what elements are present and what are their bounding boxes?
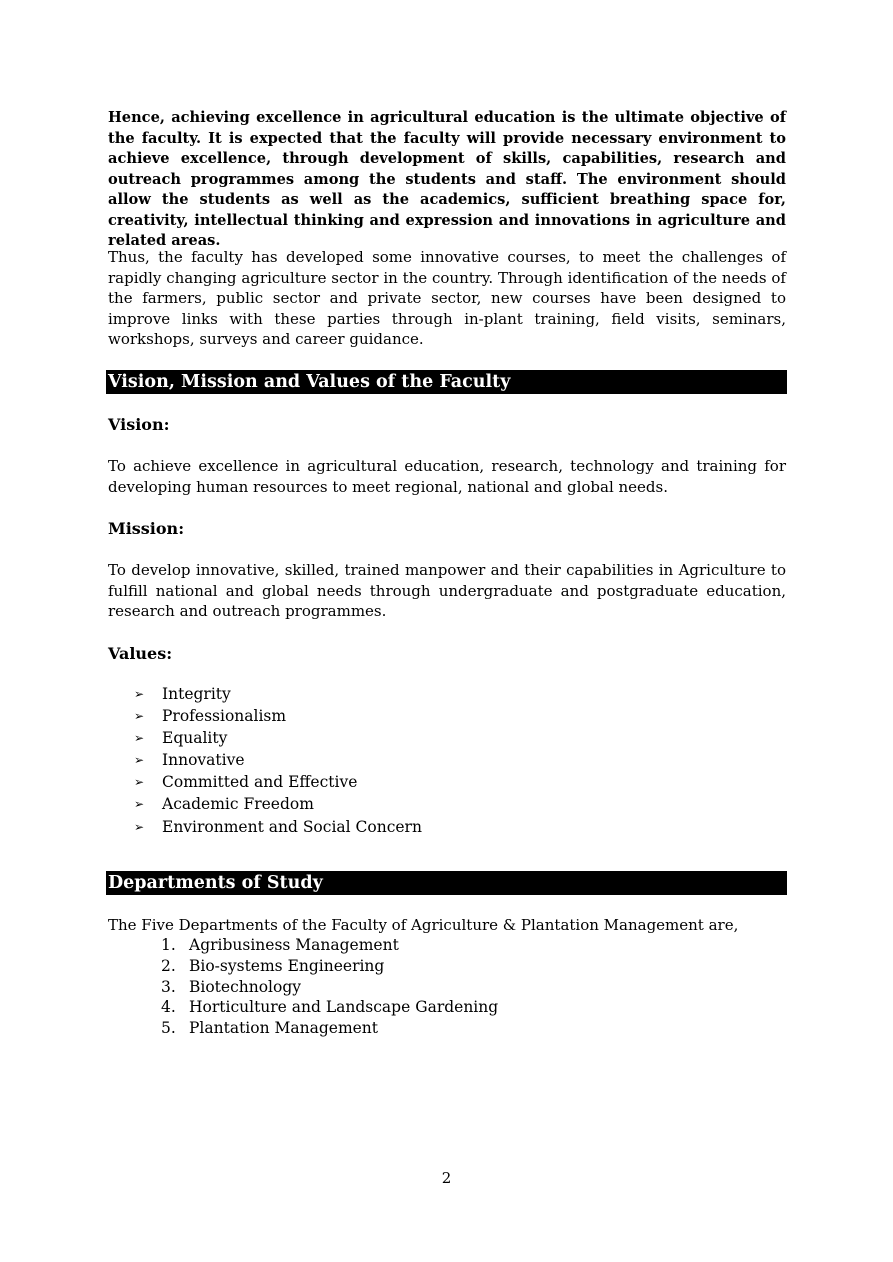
vision-mission-values-heading: Vision, Mission and Values of the Faculty bbox=[106, 370, 787, 394]
mission-label: Mission: bbox=[108, 519, 185, 538]
value-label: Academic Freedom bbox=[162, 795, 314, 814]
vision-label: Vision: bbox=[108, 415, 170, 434]
list-item bbox=[134, 683, 422, 705]
departments-intro: The Five Departments of the Faculty of Agriculture & Plantation Management are, bbox=[108, 916, 739, 934]
arrow-bullet-icon: ➢ bbox=[134, 709, 145, 724]
department-name: Biotechnology bbox=[189, 977, 302, 996]
intro-bold-paragraph: Hence, achieving excellence in agricultural education is the ultimate objective of the faculty. It is expected that the faculty will provide necessary environment to achieve excellence, through development of skills, capabilities, research and outreach programmes among the students and staff. The environment should allow the students as well as the academics, sufficient breathing space for, creativity, intellectual thinking and expression and innovations in agriculture and related areas. bbox=[108, 109, 786, 249]
arrow-bullet-icon: ➢ bbox=[134, 819, 145, 834]
value-label: Professionalism bbox=[162, 707, 287, 726]
list-item bbox=[161, 977, 498, 998]
value-label: Environment and Social Concern bbox=[162, 817, 422, 836]
list-item bbox=[134, 816, 422, 838]
values-label: Values: bbox=[108, 644, 173, 663]
arrow-bullet-icon: ➢ bbox=[134, 687, 145, 701]
arrow-bullet-icon: ➢ bbox=[134, 775, 145, 790]
item-number: 2. bbox=[161, 956, 176, 975]
item-number: 5. bbox=[161, 1019, 176, 1038]
page-number: 2 bbox=[441, 1169, 452, 1187]
arrow-bullet-icon: ➢ bbox=[134, 797, 145, 812]
department-name: Plantation Management bbox=[189, 1019, 379, 1038]
item-number: 1. bbox=[161, 936, 176, 954]
departments-heading: Departments of Study bbox=[106, 871, 787, 895]
value-label: Innovative bbox=[162, 751, 245, 770]
list-item bbox=[134, 793, 422, 815]
item-number: 3. bbox=[161, 977, 176, 996]
list-item bbox=[161, 1018, 498, 1039]
department-name: Horticulture and Landscape Gardening bbox=[189, 998, 499, 1017]
value-label: Committed and Effective bbox=[162, 773, 358, 792]
arrow-bullet-icon: ➢ bbox=[134, 753, 145, 768]
departments-list bbox=[161, 935, 498, 1039]
mission-text: To develop innovative, skilled, trained manpower and their capabilities in Agriculture to fulfill national and global needs through undergraduate and postgraduate education, research and outreach programmes. bbox=[108, 561, 786, 620]
values-list bbox=[134, 683, 422, 838]
list-item bbox=[161, 956, 498, 977]
arrow-bullet-icon: ➢ bbox=[134, 731, 145, 746]
list-item bbox=[134, 705, 422, 727]
department-name: Bio-systems Engineering bbox=[189, 956, 385, 975]
list-item bbox=[134, 727, 422, 749]
value-label: Integrity bbox=[162, 685, 231, 703]
value-label: Equality bbox=[162, 729, 228, 748]
intro-paragraph: Thus, the faculty has developed some innovative courses, to meet the challenges of rapidly changing agriculture sector in the country. Through identification of the needs of the farmers, public sector and private sector, new courses have been designed to improve links with these parties through in-plant training, field visits, seminars, workshops, surveys and career guidance. bbox=[108, 248, 786, 348]
list-item bbox=[161, 997, 498, 1018]
list-item bbox=[134, 749, 422, 771]
list-item bbox=[161, 935, 498, 956]
department-name: Agribusiness Management bbox=[189, 936, 399, 954]
item-number: 4. bbox=[161, 998, 176, 1017]
list-item bbox=[134, 771, 422, 793]
vision-text: To achieve excellence in agricultural education, research, technology and training for developing human resources to meet regional, national and global needs. bbox=[108, 457, 786, 496]
